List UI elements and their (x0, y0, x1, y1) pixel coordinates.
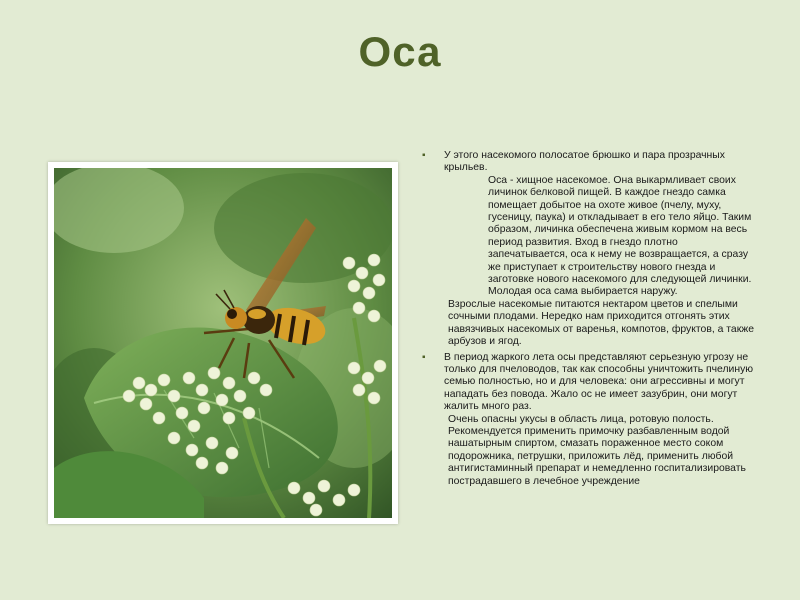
paragraph: Оса - хищное насекомое. Она выкармливает своих личинок белковой пищей. В каждое гнездо самка помещает добытое на охоте живое (пчелу, муху, гусеницу, паука) и откладывает в его тело яйцо. Таким образом, личинка обеспечена живым кормом на весь период развития. Вход в гнездо плотно запечатывается, оса к нему не возвращается, а сразу же приступает к строительству нового гнезда и заготовке нового насекомого для следующей личинки. Молодая оса сама выбирается наружу. (488, 174, 755, 298)
bullet-item (418, 150, 758, 349)
wasp-photo (54, 168, 392, 518)
photo-frame (48, 162, 398, 524)
paragraph: Взрослые насекомые питаются нектаром цветов и спелыми сочными плодами. Нередко нам приходится отгонять этих навязчивых насекомых от варенья, компотов, фруктов, а также арбузов и ягод. (448, 298, 757, 348)
paragraph: У этого насекомого полосатое брюшко и пара прозрачных крыльев. (444, 150, 728, 174)
bullet-icon: ▪ (422, 150, 426, 161)
paragraph: В период жаркого лета осы представляют серьезную угрозу не только для пчеловодов, так как способны уничтожить пчелиную семью полностью, но и для человека: они агрессивны и могут нападать без повода. Жало ос не имеет зазубрин, они могут жалить много раз. (444, 351, 756, 413)
description-text (418, 150, 758, 488)
slide-title: Оса (358, 28, 442, 75)
paragraph: Очень опасны укусы в область лица, ротовую полость. Рекомендуется применить примочку разбавленным водой нашатырным спиртом, смазать пораженное место соком подорожника, петрушки, приложить лёд, применить любой антигистаминный препарат и немедленно госпитализировать пострадавшего в лечебное учреждение (448, 413, 749, 487)
bullet-item (418, 352, 758, 488)
bullet-icon: ▪ (422, 351, 426, 363)
